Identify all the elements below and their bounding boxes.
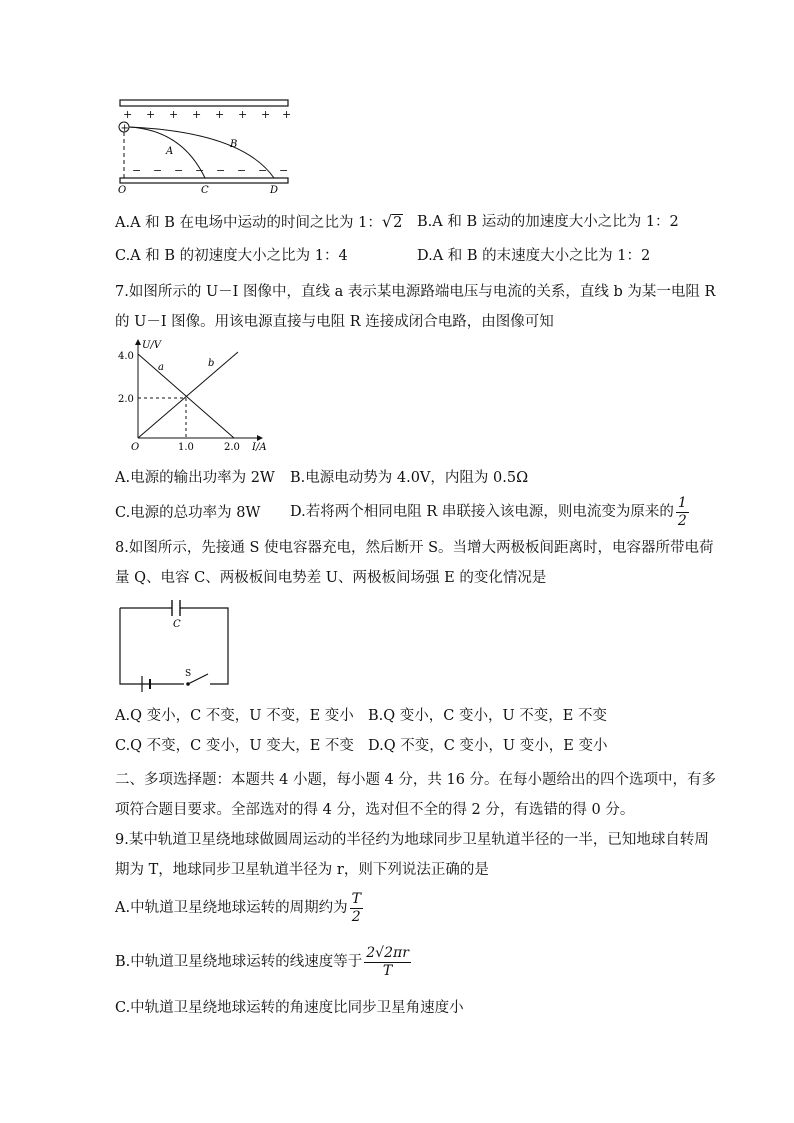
x-tick-1: 1.0 [178, 442, 194, 453]
switch-label: S [185, 669, 192, 679]
top-plate [120, 100, 288, 106]
q8-option-a: A.Q 变小，C 不变，U 不变，E 变小 [115, 708, 354, 724]
plus-sign: + [215, 108, 225, 121]
section2-line2: 项符合题目要求。全部选对的得 4 分，选对但不全的得 2 分，有选错的得 0 分。 [115, 802, 635, 818]
y-axis-label: U/V [142, 340, 162, 351]
plus-sign: + [261, 108, 271, 121]
minus-sign: − [237, 164, 247, 177]
q9-stem-line1: 9.某中轨道卫星绕地球做圆周运动的半径约为地球同步卫星轨道半径的一半，已知地球自转周 [115, 832, 709, 848]
line-b [138, 352, 238, 438]
plus-sign: + [282, 108, 292, 121]
label-A: A [166, 146, 174, 157]
label-B: B [230, 139, 238, 150]
sqrt-radicand: 2 [393, 215, 403, 231]
q6-option-d: D.A 和 B 的末速度大小之比为 1：2 [417, 248, 651, 264]
section2-line1: 二、多项选择题：本题共 4 小题，每小题 4 分，共 16 分。在每小题给出的四个选项中，有多 [115, 772, 717, 788]
x-tick-2: 2.0 [224, 442, 240, 453]
q7-option-a: A.电源的输出功率为 2W [115, 470, 275, 486]
plus-sign: + [169, 108, 179, 121]
plus-sign: + [123, 108, 133, 121]
line-a-label: a [158, 362, 164, 373]
minus-sign: − [258, 164, 268, 177]
fraction-one-half: $\frac{1}{2}$ [677, 494, 687, 529]
plus-sign: + [192, 108, 202, 121]
fraction-t-over-2: $\frac{T}{2}$ [351, 890, 361, 925]
q9-option-a: A.中轨道卫星绕地球运转的周期约为 $\frac{T}{2}$ [115, 890, 361, 925]
label-O: O [118, 185, 127, 194]
q6-option-b: B.A 和 B 运动的加速度大小之比为 1：2 [417, 214, 679, 230]
x-axis-label: I/A [252, 442, 267, 453]
line-b-label: b [208, 358, 215, 369]
q7-ui-graph [112, 338, 282, 458]
minus-sign: − [216, 164, 226, 177]
capacitor-label: C [173, 619, 181, 630]
q7-option-b: B.电源电动势为 4.0V，内阻为 0.5Ω [290, 470, 529, 486]
minus-sign: − [279, 164, 289, 177]
q6-field-figure [112, 96, 302, 194]
sqrt-symbol: √ [381, 212, 393, 231]
minus-sign: − [153, 164, 163, 177]
origin-label: O [131, 442, 140, 453]
particle-charge: + [120, 123, 129, 134]
q6-option-a: A.A 和 B 在电场中运动的时间之比为 1：√2 [115, 212, 403, 231]
minus-sign: − [132, 164, 142, 177]
q9-option-c: C.中轨道卫星绕地球运转的角速度比同步卫星角速度小 [115, 1000, 464, 1016]
bottom-plate [120, 178, 288, 183]
y-tick-2: 2.0 [118, 394, 134, 405]
q8-option-d: D.Q 不变，C 变小，U 变小，E 变小 [368, 738, 608, 754]
y-tick-4: 4.0 [118, 351, 134, 362]
q8-option-b: B.Q 变小，C 变小，U 不变，E 不变 [368, 708, 607, 724]
q8-stem-line1: 8.如图所示，先接通 S 使电容器充电，然后断开 S。当增大两极板间距离时，电容器所带电荷 [115, 540, 714, 556]
q6-option-c: C.A 和 B 的初速度大小之比为 1：4 [115, 248, 348, 264]
q9-stem-line2: 期为 T，地球同步卫星轨道半径为 r，则下列说法正确的是 [115, 862, 489, 878]
plus-signs [123, 108, 291, 121]
plus-sign: + [238, 108, 248, 121]
q7-option-d: D.若将两个相同电阻 R 串联接入该电源，则电流变为原来的 $\frac{1}{2}$ [290, 494, 687, 529]
q9-option-b: B.中轨道卫星绕地球运转的线速度等于 $\frac{2√2\pi r}{T}$ [115, 944, 409, 979]
q8-option-c: C.Q 不变，C 变小，U 变大，E 不变 [115, 738, 354, 754]
minus-sign: − [174, 164, 184, 177]
q7-stem-line2: 的 U－I 图像。用该电源直接与电阻 R 连接成闭合电路，由图像可知 [115, 314, 554, 330]
q8-stem-line2: 量 Q、电容 C、两极板间电势差 U、两极板间场强 E 的变化情况是 [115, 570, 547, 586]
q7-stem-line1: 7.如图所示的 U－I 图像中，直线 a 表示某电源路端电压与电流的关系，直线 b 为某一电阻 R [115, 284, 716, 300]
q7-option-c: C.电源的总功率为 8W [115, 505, 261, 521]
label-D: D [270, 185, 279, 194]
label-C: C [201, 185, 209, 194]
q8-circuit [116, 598, 236, 693]
minus-signs [132, 164, 288, 177]
plus-sign: + [146, 108, 156, 121]
minus-sign: − [195, 164, 205, 177]
fraction-velocity: $\frac{2√2\pi r}{T}$ [366, 944, 409, 979]
